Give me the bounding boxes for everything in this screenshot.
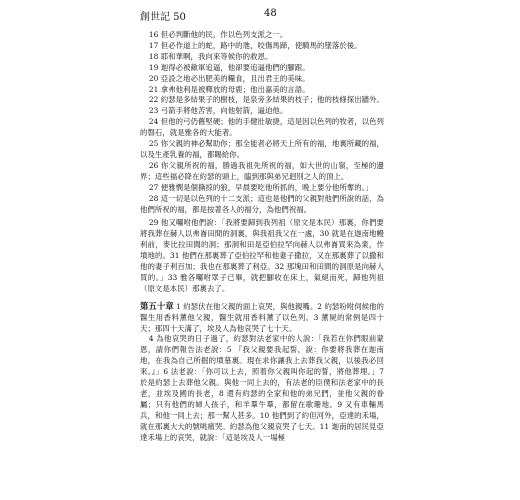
- verse-line: 19 迦得必被敵軍追逼，他卻要追逼他們的腳跟。: [148, 62, 310, 72]
- verse-line: 18 耶和華啊，我向來等候你的救恩。: [148, 51, 273, 61]
- paragraph-text: 1 約瑟伏在他父親的面上哀哭，與他親嘴。2 約瑟吩咐伺候他的醫生用香料薰他父親，醫生就用香料薰了以色列。3 薰屍的常例是四十天；那四十天滿了，埃及人為他哀哭了七十天。: [140, 301, 384, 333]
- verse-line: 25 你父親的神必幫助你；那全能者必將天上所有的福，地裏所藏的福，以及生產乳養的福，都賜給你。: [140, 139, 385, 159]
- verse-line: 16 但必判斷他的民，作以色列支派之一。: [148, 30, 288, 39]
- paragraph: 4 為他哀哭的日子過了，約瑟對法老家中的人說：「我若在你們眼前蒙恩，請你們報告法老說：5 『我父親要我起誓，說：你要將我葬在迦南地，在我為自己所掘的墳墓裏。現在求你讓我上去葬我父親，以後我必回來。』」6 法老說：「你可以上去，照着你父親叫你起的誓，將他葬埋。」7 於是約瑟上去葬他父親。與他一同上去的，有法老的臣僕和法老家中的長老，並埃及國的長老，8 還有約瑟的全家和他的弟兄們，並他父親的眷屬；只有他們的婦人孩子，和羊羣牛羣，都留在歌珊地。9 又有車輛馬兵，和他一同上去；那一幫人甚多。10 他們到了約但河外，亞達的禾場，就在那裏大大的號咷痛哭。約瑟為他父親哀哭了七天。11 迦南的居民見亞達禾場上的哀哭，就說：「這是埃及人一場極: [140, 334, 384, 442]
- verse-line: 20 亞設之地必出肥美的糧食，且出君王的美味。: [148, 73, 310, 83]
- verse-line: 23 弓箭手將他苦害，向他射箭，逼迫他。: [148, 106, 288, 116]
- scripture-text: [140, 30, 384, 444]
- paragraph: 29 他又囑咐他們說：「我將要歸到我列祖（原文是本民）那裏，你們要將我葬在赫人以弗崙田間的洞裏，與我祖我父在一處，30 就是在迦南地幔利前，麥比拉田間的洞；那洞和田是亞伯拉罕向赫人以弗崙買來為業，作墳地的。31 他們在那裏葬了亞伯拉罕和他妻子撒拉，又在那裏葬了以撒和他的妻子利百加；我也在那裏葬了利亞。32 那塊田和田間的洞原是向赫人買的。」33 雅各囑咐眾子已畢，就把腳收在床上，氣絕而死，歸他列祖（原文是本民）那裏去了。: [140, 218, 384, 293]
- verse-line: 24 但他的弓仍舊堅硬；他的手健壯敏捷，這是因以色列的牧者，以色列的磐石，就是雅各的大能者。: [140, 117, 385, 138]
- verse-line: 26 你父親所祝的福，勝過我祖先所祝的福，如大世的山嶺，至極的邊界；這些福必降在約瑟的頭上，臨到那與弟兄迥別之人的頂上。: [140, 160, 384, 181]
- chapter-opening: [140, 301, 384, 335]
- page-header: [0, 8, 520, 24]
- verse-line: 17 但必作道上的蛇，路中的虺，咬傷馬蹄，使騎馬的墜落於後。: [148, 40, 362, 50]
- verse-line: 22 約瑟是多結果子的樹枝，是泉旁多結果的枝子；他的枝條探出牆外。: [148, 95, 385, 105]
- running-head: 創世記 50: [140, 12, 186, 23]
- page-number: 48: [264, 8, 277, 19]
- chapter-heading: 第五十章: [140, 300, 174, 311]
- verse-line: 21 拿弗他利是被釋放的母鹿；他出嘉美的言語。: [148, 84, 310, 94]
- verse-line: 27 便雅憫是個撕掠的狼，早晨要吃他所抓的，晚上要分他所奪的。」: [148, 182, 373, 192]
- verse-line: 28 這一切是以色列的十二支派；這也是他們的父親對他們所說的話，為他們所祝的福，都是按著各人的福分，為他們祝福。: [140, 193, 385, 214]
